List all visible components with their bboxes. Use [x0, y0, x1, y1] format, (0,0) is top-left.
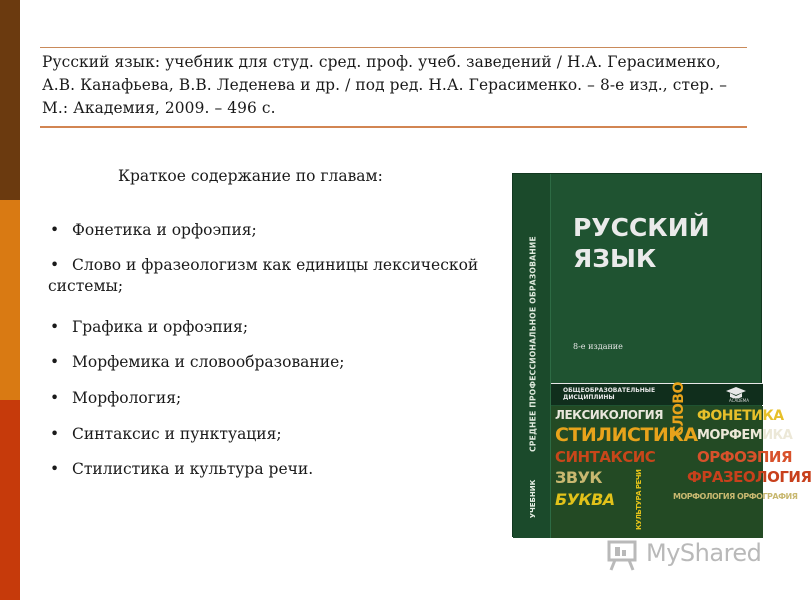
- cover-title: РУССКИЙ ЯЗЫК: [573, 213, 710, 273]
- toc-item: [48, 317, 498, 338]
- toc-item: [48, 255, 498, 297]
- toc-item: [48, 352, 498, 373]
- collage-word: КУЛЬТУРА РЕЧИ: [635, 469, 643, 530]
- collage-word: ЗВУК: [555, 468, 602, 487]
- toc-item: [48, 220, 498, 241]
- collage-word: СИНТАКСИС: [555, 448, 656, 466]
- collage-word: СТИЛИСТИКА: [555, 424, 698, 446]
- bullet-icon: •: [50, 353, 60, 371]
- presentation-board-icon: [606, 538, 642, 572]
- cover-spine-text: СРЕДНЕЕ ПРОФЕССИОНАЛЬНОЕ ОБРАЗОВАНИЕ: [528, 236, 538, 452]
- bullet-icon: •: [50, 256, 60, 274]
- toc-item-label: Стилистика и культура речи.: [72, 460, 314, 478]
- cover-spine: [513, 174, 551, 538]
- toc-item-label: Графика и орфоэпия;: [72, 318, 249, 336]
- toc-item: [48, 424, 498, 445]
- bullet-icon: •: [50, 460, 60, 478]
- cover-series-label: ОБЩЕОБРАЗОВАТЕЛЬНЫЕ ДИСЦИПЛИНЫ: [563, 387, 656, 401]
- collage-word: БУКВА: [555, 490, 615, 509]
- myshared-watermark: [606, 538, 766, 572]
- collage-word: ЛЕКСИКОЛОГИЯ: [555, 408, 663, 422]
- bullet-icon: •: [50, 389, 60, 407]
- bullet-icon: •: [50, 318, 60, 336]
- toc-item-label: Слово и фразеологизм как единицы лексической системы;: [48, 256, 479, 295]
- book-citation: Русский язык: учебник для студ. сред. проф. учеб. заведений / Н.А. Герасименко, А.В. Канафьева, В.В. Леденева и др. / под ред. Н.А. Герасименко. – 8-е изд., стер. – М.: Академия, 2009. – 496 с.: [42, 53, 728, 117]
- left-bar-segment-brown: [0, 0, 20, 200]
- toc-item: [48, 459, 498, 480]
- collage-word: ОРФОЭПИЯ: [697, 448, 793, 466]
- collage-word: МОРФОЛОГИЯ ОРФОГРАФИЯ: [673, 492, 798, 501]
- collage-word: ФОНЕТИКА: [697, 408, 784, 424]
- bullet-icon: •: [50, 425, 60, 443]
- toc-item-label: Фонетика и орфоэпия;: [72, 221, 257, 239]
- toc-item-label: Морфемика и словообразование;: [72, 353, 345, 371]
- toc-item-label: Синтаксис и пунктуация;: [72, 425, 282, 443]
- cover-edition: 8-е издание: [573, 342, 623, 351]
- left-color-bar: [0, 0, 20, 600]
- left-bar-segment-orange: [0, 200, 20, 400]
- watermark-text: MyShared: [646, 539, 762, 567]
- cover-spine-label: УЧЕБНИК: [529, 479, 537, 519]
- bullet-icon: •: [50, 221, 60, 239]
- cover-series-band: [551, 383, 763, 405]
- cover-publisher: ACADEMA: [729, 398, 749, 403]
- book-cover-image: [512, 173, 812, 537]
- toc-item-label: Морфология;: [72, 389, 182, 407]
- left-bar-segment-red: [0, 400, 20, 600]
- toc-heading: Краткое содержание по главам:: [118, 167, 383, 185]
- collage-word: СЛОВО: [671, 382, 687, 436]
- collage-word: ФРАЗЕОЛОГИЯ: [687, 468, 812, 486]
- collage-word: МОРФЕМИКА: [697, 428, 793, 443]
- bottom-rule: [40, 126, 747, 128]
- top-rule: [40, 47, 747, 48]
- toc-item: [48, 388, 498, 409]
